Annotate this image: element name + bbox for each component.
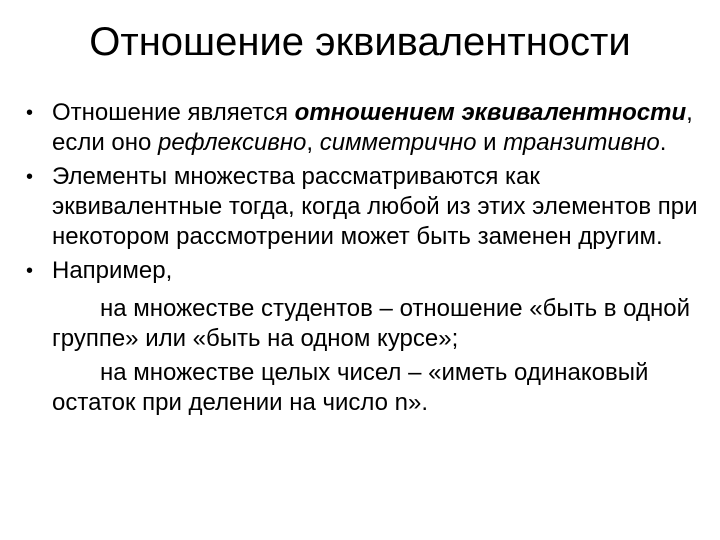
bullet-icon: •	[26, 166, 34, 188]
example-students-text: на множестве студентов – отношение «быть в одной группе» или «быть на одном курсе»;	[52, 295, 691, 352]
definition-text	[52, 98, 714, 158]
definition-part-5: ,	[306, 129, 320, 156]
bullet-examples	[24, 256, 714, 286]
example-integers	[24, 358, 714, 418]
bullet-definition	[24, 98, 714, 158]
bullet-elements	[24, 162, 714, 252]
slide-body	[24, 98, 714, 418]
examples-heading: Например,	[52, 257, 173, 284]
bullet-icon: •	[26, 102, 34, 124]
slide-title: Отношение эквивалентности	[89, 20, 631, 64]
term-equivalence-relation: отношением эквивалентности	[294, 99, 687, 126]
definition-part-1: Отношение является	[52, 99, 295, 126]
elements-text: Элементы множества рассматриваются как эквивалентные тогда, когда любой из этих элементов при некотором рассмотрении может быть заменен другим.	[52, 163, 698, 250]
bullet-icon: •	[26, 260, 34, 282]
example-integers-text: на множестве целых чисел – «иметь одинаковый остаток при делении на число n».	[52, 359, 649, 416]
example-students	[24, 294, 714, 354]
definition-part-7: и	[476, 129, 504, 156]
term-symmetric: симметрично	[319, 129, 477, 156]
definition-part-9: .	[659, 129, 667, 156]
definition-part-3: , если оно	[52, 99, 693, 156]
term-reflexive: рефлексивно	[158, 129, 307, 156]
term-transitive: транзитивно	[503, 129, 660, 156]
